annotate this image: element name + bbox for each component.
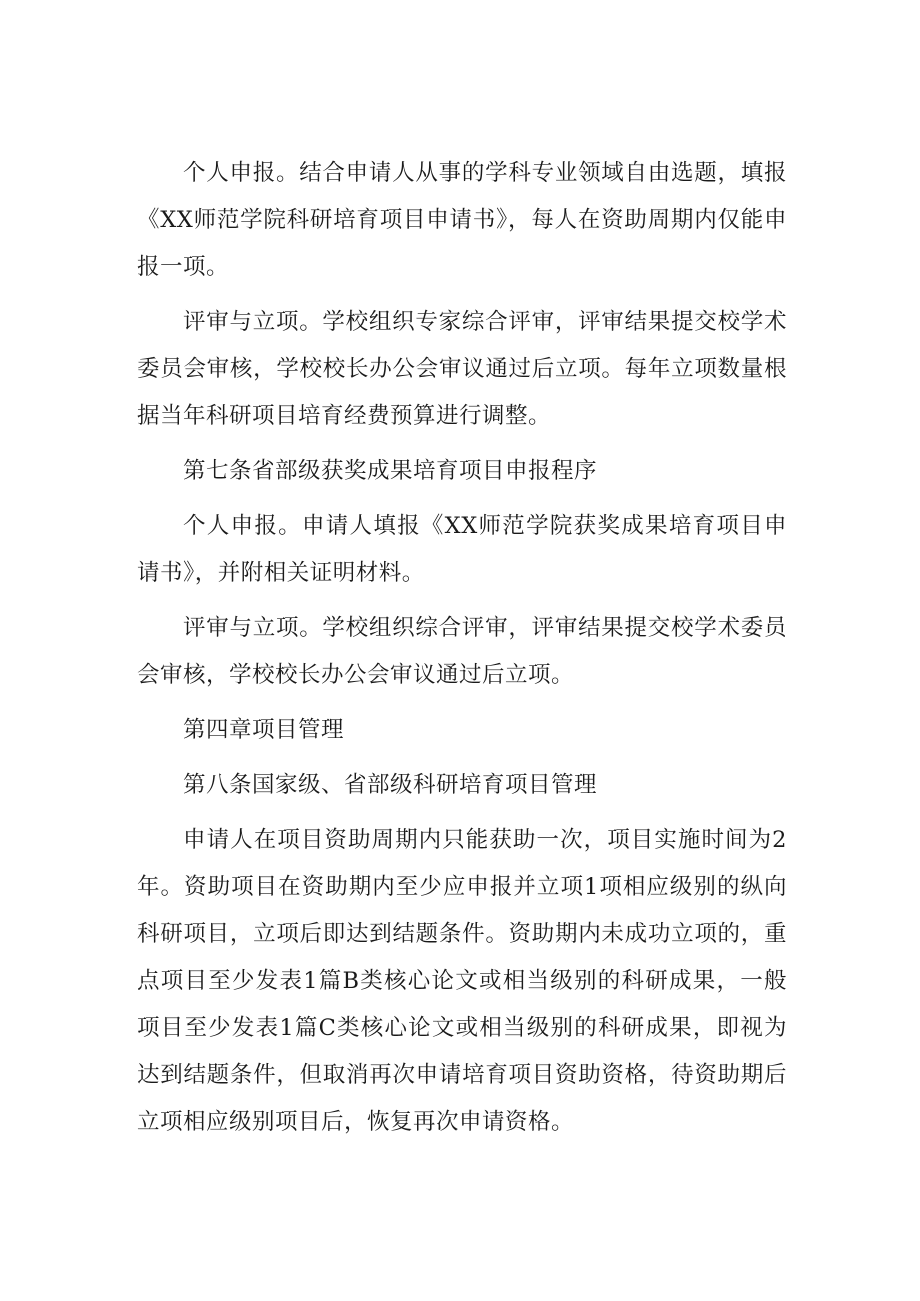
article-8-heading: 第八条国家级、省部级科研培育项目管理 xyxy=(183,772,598,798)
paragraph-review-approval: 评审与立项。学校组织专家综合评审，评审结果提交校学术委员会审核，学校校长办公会审议通过后立项。每年立项数量根据当年科研项目培育经费预算进行调整。 xyxy=(137,309,787,429)
paragraph-personal-application: 个人申报。结合申请人从事的学科专业领域自由选题，填报《XX师范学院科研培育项目申请书》，每人在资助周期内仅能申报一项。 xyxy=(137,160,787,280)
article-7-heading: 第七条省部级获奖成果培育项目申报程序 xyxy=(183,458,598,484)
paragraph-project-management: 申请人在项目资助周期内只能获助一次，项目实施时间为2年。资助项目在资助期内至少应申报并立项1项相应级别的纵向科研项目，立项后即达到结题条件。资助期内未成功立项的，重点项目至少发表1篇B类核心论文或相当级别的科研成果，一般项目至少发表1篇C类核心论文或相当级别的科研成果，即视为达到结题条件，但取消再次申请培育项目资助资格，待资助期后立项相应级别项目后，恢复再次申请资格。 xyxy=(137,827,787,1135)
paragraph-award-review-approval: 评审与立项。学校组织综合评审，评审结果提交校学术委员会审核，学校校长办公会审议通过后立项。 xyxy=(137,615,787,688)
chapter-4-heading: 第四章项目管理 xyxy=(183,717,345,743)
paragraph-award-personal-application: 个人申报。申请人填报《XX师范学院获奖成果培育项目申请书》，并附相关证明材料。 xyxy=(137,513,787,586)
document-body xyxy=(137,150,787,1146)
